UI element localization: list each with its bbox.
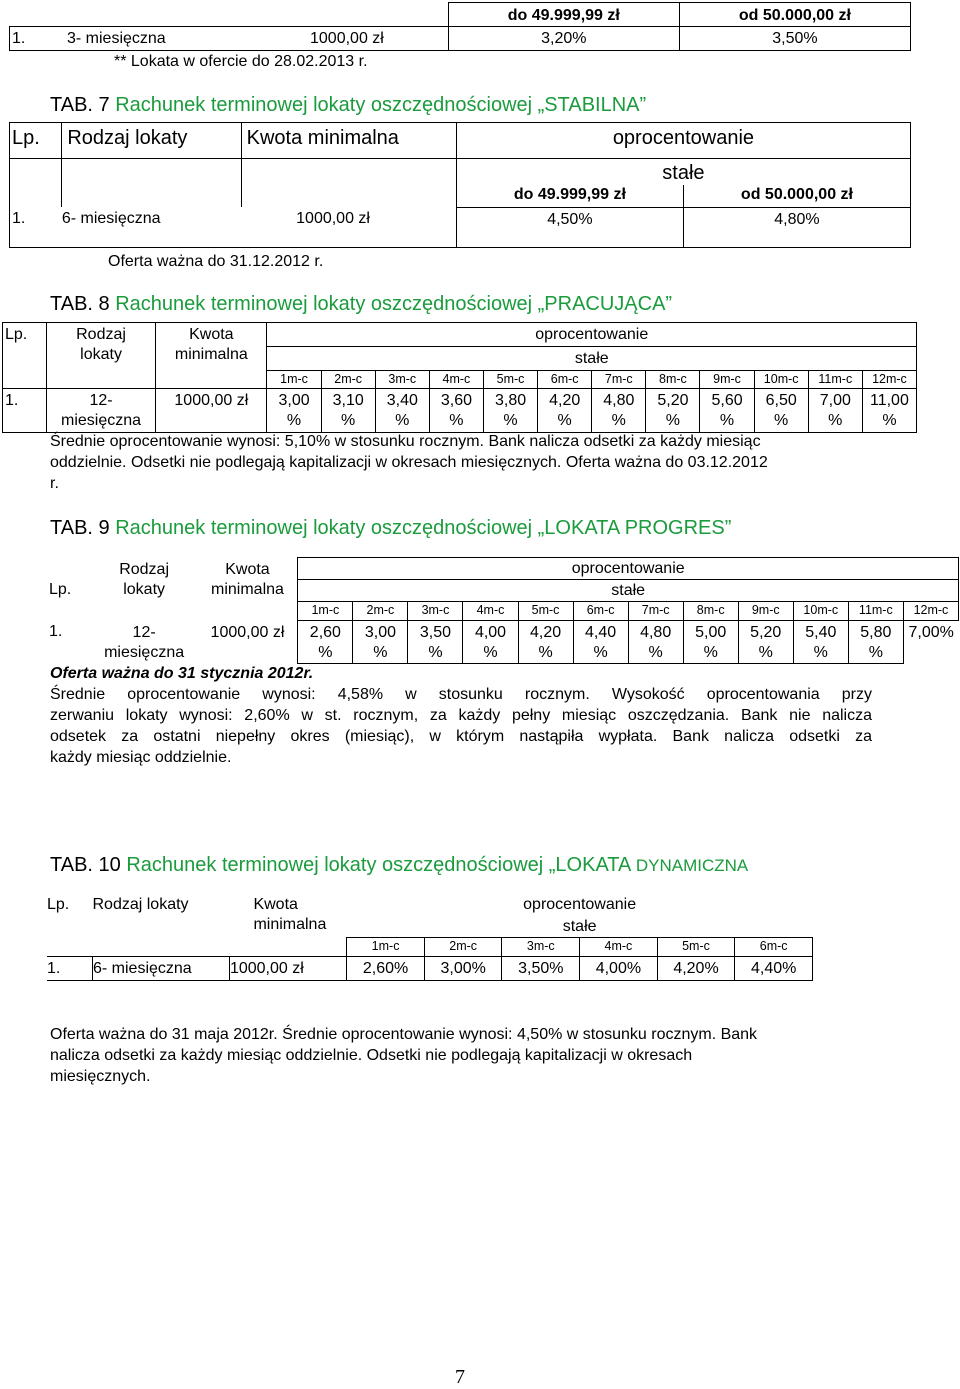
header-lp: Lp.	[47, 896, 70, 913]
rate-cell	[429, 389, 483, 433]
month-header: 11m-c	[808, 371, 862, 389]
month-header: 2m-c	[321, 371, 375, 389]
rate-cell	[848, 621, 903, 664]
header-stale: stałe	[456, 159, 910, 186]
rate-unit: %	[341, 412, 356, 429]
header-rodzaj: Rodzaj lokaty	[62, 123, 241, 159]
rate-unit: %	[868, 644, 883, 661]
header-kwota: Kwota minimalna	[241, 123, 456, 159]
rate-cell	[793, 621, 848, 664]
tab-title: Rachunek terminowej lokaty oszczędnościowej „LOKATA	[126, 854, 631, 876]
section-title	[50, 92, 646, 118]
rate-value: 2,60	[309, 624, 341, 641]
header-rodzaj	[91, 558, 198, 621]
rate-unit: %	[813, 644, 828, 661]
month-header: 5m-c	[657, 938, 735, 957]
header-kwota-line: Kwota	[225, 560, 270, 578]
rate-value: 6,50	[765, 392, 797, 409]
month-header: 7m-c	[592, 371, 646, 389]
note-line: Oferta ważna do 31 maja 2012r. Średnie oprocentowanie wynosi: 4,50% w stosunku rocznym. Bank	[50, 1026, 758, 1043]
rate-cell: 2,60%	[347, 957, 425, 981]
note-line: Średnie oprocentowanie wynosi: 4,58% w stosunku rocznym. Wysokość oprocentowania przy	[50, 686, 872, 703]
rate-unit: %	[758, 644, 773, 661]
col-header-od: od 50.000,00 zł	[683, 185, 910, 207]
rate-value: 4,20	[549, 392, 581, 409]
section-title	[50, 852, 748, 879]
rate-unit: %	[648, 644, 663, 661]
section-title	[50, 291, 672, 317]
month-header: 6m-c	[573, 602, 628, 621]
rate-unit: %	[828, 412, 843, 429]
header-lp: Lp.	[3, 323, 47, 389]
row-lp: 1.	[12, 30, 26, 47]
row-kwota: 1000,00 zł	[241, 207, 456, 247]
header-stale: stałe	[298, 580, 959, 602]
header-rodzaj-line: Rodzaj	[76, 326, 126, 343]
rate-cell	[683, 621, 738, 664]
row-lp: 1.	[3, 389, 47, 433]
month-header: 5m-c	[518, 602, 573, 621]
row-rodzaj: 6- miesięczna	[62, 207, 241, 247]
rate-cell	[903, 621, 958, 664]
month-header: 12m-c	[862, 371, 916, 389]
month-header: 9m-c	[738, 602, 793, 621]
month-header: 3m-c	[375, 371, 429, 389]
month-header: 1m-c	[298, 602, 353, 621]
offer-note: ** Lokata w ofercie do 28.02.2013 r.	[114, 53, 368, 70]
month-header: 8m-c	[683, 602, 738, 621]
note-line: nalicza odsetki za każdy miesiąc oddzielnie. Odsetki nie podlegają kapitalizacji w okresach	[50, 1047, 693, 1064]
month-header: 7m-c	[628, 602, 683, 621]
rate-cell	[538, 389, 592, 433]
row-rodzaj-line: 12-	[89, 392, 113, 409]
note-line: oddzielnie. Odsetki nie podlegają kapitalizacji w okresach miesięcznych. Oferta ważna do 03.12.2012	[50, 454, 768, 471]
rate-cell	[463, 621, 518, 664]
month-header: 4m-c	[463, 602, 518, 621]
month-header: 8m-c	[646, 371, 700, 389]
row-rodzaj-line: 12-	[132, 623, 156, 641]
table-tab8	[2, 322, 917, 433]
page-number: 7	[455, 1366, 465, 1388]
month-header: 3m-c	[502, 938, 580, 957]
notes-tab10	[50, 1024, 910, 1087]
rate-cell: 4,40%	[735, 957, 813, 981]
month-header: 2m-c	[353, 602, 408, 621]
header-rodzaj-line: lokaty	[123, 580, 166, 598]
month-header: 10m-c	[754, 371, 808, 389]
tab-number: TAB. 10	[50, 854, 121, 876]
rate-unit: %	[373, 644, 388, 661]
tab-title: Rachunek terminowej lokaty oszczędnościowej „PRACUJĄCA”	[115, 293, 673, 315]
row-lp: 1.	[49, 622, 63, 640]
section-title	[50, 515, 731, 541]
month-header: 6m-c	[538, 371, 592, 389]
notes-tab9	[50, 663, 872, 768]
note-line: zerwaniu lokaty wynosi: 2,60% w st. rocznym, za każdy pełny miesiąc oszczędzania. Bank nie nalicza	[50, 707, 872, 724]
header-oprocentowanie: oprocentowanie	[267, 323, 917, 347]
header-kwota-line: minimalna	[211, 580, 284, 598]
rate-unit: %	[428, 644, 443, 661]
rate-value: 5,20	[657, 392, 689, 409]
rate-cell	[408, 621, 463, 664]
row-rodzaj	[91, 621, 198, 664]
month-header: 4m-c	[580, 938, 658, 957]
month-header: 1m-c	[267, 371, 321, 389]
header-kwota	[198, 558, 298, 621]
header-oprocentowanie: oprocentowanie	[298, 558, 959, 580]
header-rodzaj-line: Rodzaj	[119, 560, 170, 578]
rate-cell	[375, 389, 429, 433]
table-tab6	[9, 2, 911, 51]
row-kwota: 1000,00 zł	[310, 30, 384, 47]
rate-value: 3,60	[440, 392, 472, 409]
rate-unit: %	[882, 412, 897, 429]
month-header: 9m-c	[700, 371, 754, 389]
row-lp: 1.	[10, 207, 62, 247]
rate-value: 4,20	[529, 624, 562, 641]
header-lp: Lp.	[49, 580, 72, 598]
row-kwota: 1000,00 zł	[156, 389, 267, 433]
row-rodzaj: 3- miesięczna	[67, 30, 166, 47]
col-header-do: do 49.999,99 zł	[448, 3, 679, 27]
rate-value: 3,40	[386, 392, 418, 409]
row-lp: 1.	[47, 957, 92, 981]
tab-title-small: DYNAMICZNA	[635, 856, 749, 875]
month-header: 11m-c	[848, 602, 903, 621]
rate-unit: %	[557, 412, 572, 429]
rate-cell: 3,50%	[679, 27, 910, 51]
header-lp: Lp.	[10, 123, 62, 159]
rate-cell	[862, 389, 916, 433]
row-kwota: 1000,00 zł	[210, 623, 285, 641]
rate-cell	[267, 389, 321, 433]
header-oprocentowanie: oprocentowanie	[523, 896, 637, 913]
rate-value: 3,50	[419, 624, 452, 641]
rate-cell	[738, 621, 793, 664]
tab-number: TAB. 7	[50, 94, 110, 116]
rate-cell: 4,80%	[683, 207, 910, 247]
rate-value: 5,60	[711, 392, 743, 409]
rate-value: 5,80	[860, 624, 892, 641]
header-kwota-line: Kwota	[253, 896, 298, 913]
rate-cell: 4,00%	[580, 957, 658, 981]
month-header: 10m-c	[793, 602, 848, 621]
table-row	[10, 207, 911, 247]
rate-unit: %	[395, 412, 410, 429]
note-line: każdy miesiąc oddzielnie.	[50, 749, 232, 766]
header-rodzaj: Rodzaj lokaty	[92, 896, 189, 913]
rate-unit: %	[503, 412, 518, 429]
rate-value: 4,80	[640, 624, 672, 641]
month-header: 2m-c	[424, 938, 502, 957]
header-oprocentowanie: oprocentowanie	[456, 123, 910, 159]
header-stale: stałe	[562, 918, 597, 935]
rate-value: 5,20	[750, 624, 782, 641]
rate-value: 7,00	[819, 392, 851, 409]
rate-unit: %	[593, 644, 608, 661]
rate-unit: %	[449, 412, 464, 429]
rate-cell	[573, 621, 628, 664]
rate-cell	[700, 389, 754, 433]
rate-value: 3,00	[364, 624, 396, 641]
rate-value: 5,00	[695, 624, 727, 641]
header-rodzaj	[46, 323, 155, 389]
notes-tab8	[50, 431, 910, 494]
rate-unit: %	[611, 412, 626, 429]
rate-cell	[483, 389, 537, 433]
rate-value: 7,00%	[908, 624, 954, 641]
table-tab9	[47, 557, 959, 664]
rate-cell	[592, 389, 646, 433]
row-rodzaj-line: miesięczna	[104, 643, 185, 661]
rate-cell	[646, 389, 700, 433]
rate-unit: %	[719, 412, 735, 429]
header-kwota	[156, 323, 267, 389]
rate-unit: %	[774, 412, 789, 429]
month-header: 12m-c	[903, 602, 958, 621]
header-rodzaj-line: lokaty	[80, 346, 122, 363]
row-kwota: 1000,00 zł	[229, 957, 346, 981]
rate-value: 4,00	[474, 624, 507, 641]
month-header: 5m-c	[483, 371, 537, 389]
rate-unit: %	[538, 644, 553, 661]
tab-number: TAB. 9	[50, 517, 110, 539]
month-header: 6m-c	[735, 938, 813, 957]
note-line: miesięcznych.	[50, 1068, 151, 1085]
tab-title: Rachunek terminowej lokaty oszczędnościowej „STABILNA”	[115, 94, 647, 116]
header-kwota-line: Kwota	[189, 326, 234, 343]
col-header-do: do 49.999,99 zł	[456, 185, 683, 207]
col-header-od: od 50.000,00 zł	[679, 3, 910, 27]
header-kwota	[229, 893, 346, 957]
rate-cell	[518, 621, 573, 664]
rate-unit: %	[703, 644, 718, 661]
rate-cell	[321, 389, 375, 433]
note-line: Średnie oprocentowanie wynosi: 5,10% w stosunku rocznym. Bank nalicza odsetki za każdy miesiąc	[50, 433, 761, 450]
row-rodzaj-line: miesięczna	[61, 412, 142, 429]
offer-note: Oferta ważna do 31.12.2012 r.	[108, 253, 324, 270]
rate-cell	[808, 389, 862, 433]
table-tab7	[9, 122, 911, 248]
month-header: 1m-c	[347, 938, 425, 957]
rate-cell: 4,50%	[456, 207, 683, 247]
rate-cell	[754, 389, 808, 433]
table-tab10	[47, 893, 813, 981]
header-kwota-line: minimalna	[253, 916, 327, 933]
rate-value: 4,80	[603, 392, 635, 409]
header-stale: stałe	[267, 347, 917, 371]
rate-value: 3,10	[332, 392, 364, 409]
rate-unit: %	[665, 412, 681, 429]
rate-value: 11,00	[870, 392, 909, 409]
rate-cell: 3,50%	[502, 957, 580, 981]
rate-cell: 4,20%	[657, 957, 735, 981]
rate-cell	[353, 621, 408, 664]
tab-number: TAB. 8	[50, 293, 110, 315]
rate-unit: %	[318, 644, 333, 661]
rate-value: 4,40	[585, 624, 617, 641]
rate-unit: %	[286, 412, 302, 429]
rate-cell	[298, 621, 353, 664]
rate-cell: 3,20%	[448, 27, 679, 51]
row-rodzaj	[46, 389, 155, 433]
rate-unit: %	[483, 644, 498, 661]
tab-title: Rachunek terminowej lokaty oszczędnościowej „LOKATA PROGRES”	[115, 517, 732, 539]
month-header: 4m-c	[429, 371, 483, 389]
month-header: 3m-c	[408, 602, 463, 621]
offer-valid: Oferta ważna do 31 stycznia 2012r.	[50, 665, 314, 682]
rate-cell: 3,00%	[424, 957, 502, 981]
rate-value: 3,80	[494, 392, 527, 409]
note-line: odsetek za ostatni niepełny okres (miesiąc), w którym nastąpiła wypłata. Bank nalicza odsetki za	[50, 728, 872, 745]
header-kwota-line: minimalna	[174, 346, 248, 363]
table-row	[10, 27, 449, 51]
rate-value: 3,00	[278, 392, 310, 409]
note-line: r.	[50, 475, 59, 492]
row-rodzaj: 6- miesięczna	[92, 957, 229, 981]
rate-cell	[628, 621, 683, 664]
rate-value: 5,40	[805, 624, 837, 641]
